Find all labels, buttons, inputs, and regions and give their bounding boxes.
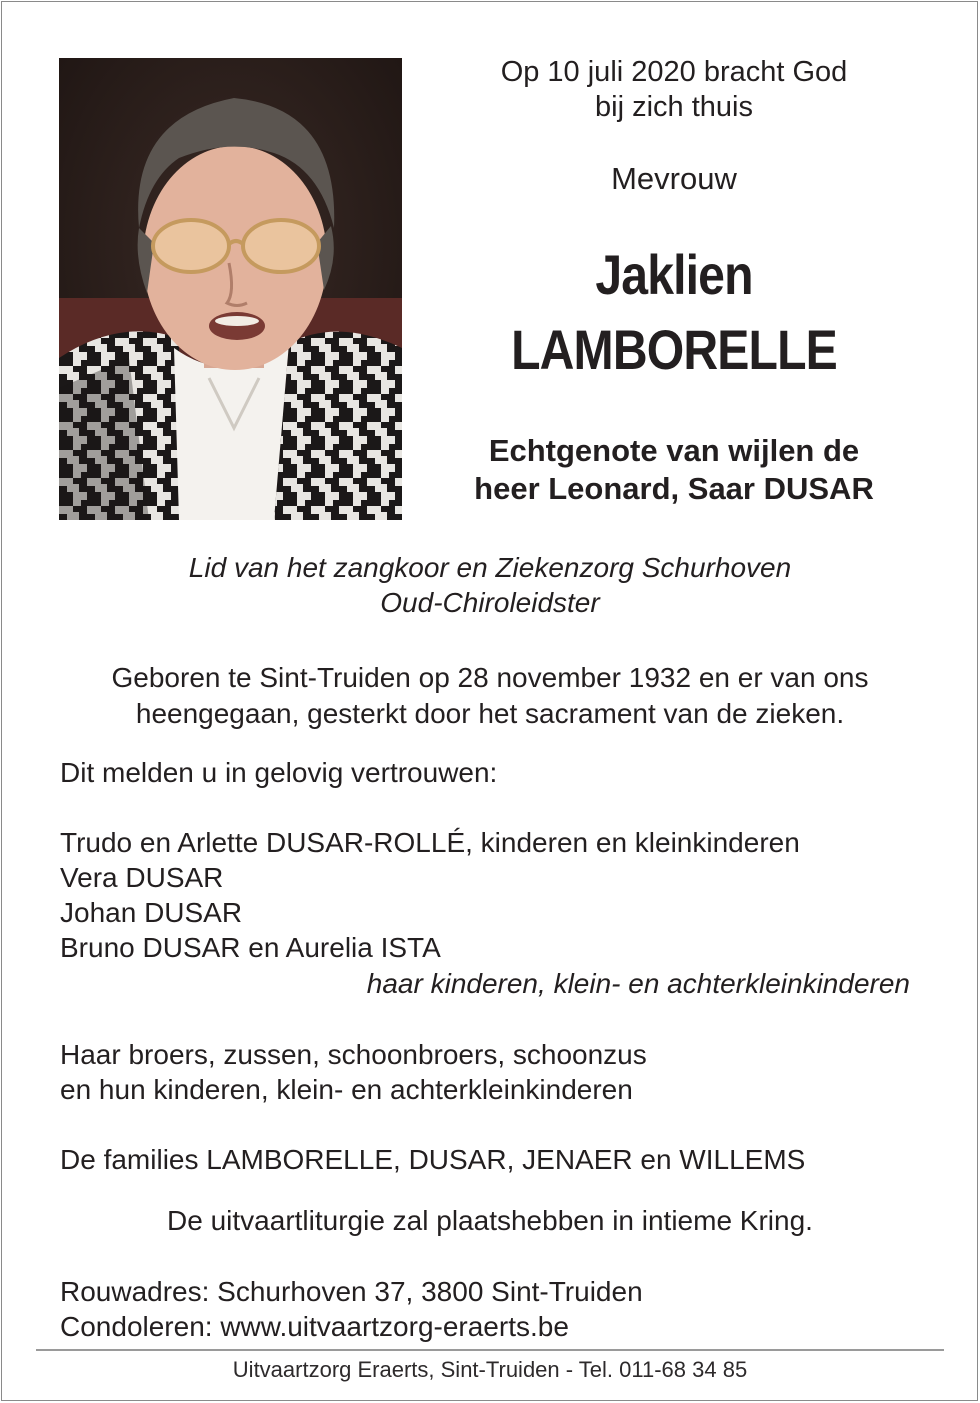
membership-line-1: Lid van het zangkoor en Ziekenzorg Schurhoven	[188, 552, 792, 583]
footer-divider	[36, 1349, 944, 1351]
birth-info	[0, 660, 980, 732]
membership-line-2: Oud-Chiroleidster	[380, 587, 600, 618]
families: De families LAMBORELLE, DUSAR, JENAER en WILLEMS	[60, 1144, 806, 1175]
deceased-last-name: LAMBORELLE	[511, 318, 837, 381]
birth-line-2: heengegaan, gesterkt door het sacrament van de zieken.	[135, 698, 845, 729]
funeral-home-footer: Uitvaartzorg Eraerts, Sint-Truiden - Tel. 011-68 34 85	[232, 1357, 748, 1382]
portrait-photo	[59, 58, 402, 520]
memberships	[0, 550, 980, 620]
children-caption: haar kinderen, klein- en achterkleinkinderen	[366, 968, 910, 999]
birth-line-1: Geboren te Sint-Truiden op 28 november 1932 en er van ons	[111, 662, 869, 693]
portrait-illustration	[59, 58, 402, 520]
liturgy-notice: De uitvaartliturgie zal plaatshebben in intieme Kring.	[167, 1205, 813, 1236]
siblings-line-1: Haar broers, zussen, schoonbroers, schoonzus	[60, 1039, 647, 1070]
child-entry: Bruno DUSAR en Aurelia ISTA	[60, 932, 441, 963]
deceased-first-name: Jaklien	[595, 243, 753, 306]
honorific: Mevrouw	[611, 161, 737, 196]
announcement-intro: Dit melden u in gelovig vertrouwen:	[60, 757, 498, 788]
condolence-link[interactable]: Condoleren: www.uitvaartzorg-eraerts.be	[60, 1311, 569, 1342]
siblings-line-2: en hun kinderen, klein- en achterkleinkinderen	[60, 1074, 633, 1105]
announcement	[440, 55, 908, 125]
child-entry: Trudo en Arlette DUSAR-ROLLÉ, kinderen en kleinkinderen	[60, 827, 800, 858]
mourning-address: Rouwadres: Schurhoven 37, 3800 Sint-Truiden	[60, 1276, 643, 1307]
spouse-line-1: Echtgenote van wijlen de	[488, 433, 860, 468]
child-entry: Vera DUSAR	[60, 862, 224, 893]
spouse-line-2: heer Leonard, Saar DUSAR	[474, 471, 874, 506]
child-entry: Johan DUSAR	[60, 897, 243, 928]
announcement-line-2: bij zich thuis	[595, 91, 753, 123]
spouse-info	[440, 432, 908, 508]
announcement-line-1: Op 10 juli 2020 bracht God	[500, 56, 848, 88]
